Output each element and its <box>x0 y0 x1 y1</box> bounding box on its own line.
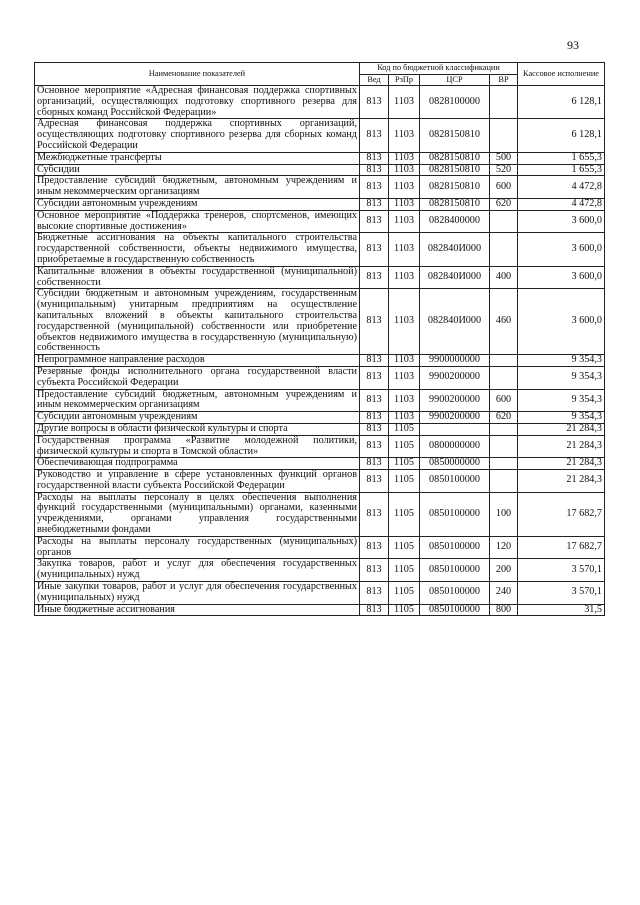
row-name-cell: Иные закупки товаров, работ и услуг для обеспечения государственных (муниципальных) нужд <box>35 582 360 605</box>
row-sum-cell: 1 655,3 <box>518 152 605 164</box>
row-rzpr-cell: 1105 <box>389 582 420 605</box>
row-rzpr-cell: 1105 <box>389 423 420 435</box>
table-row <box>35 582 605 605</box>
row-ved-cell: 813 <box>360 536 389 559</box>
row-ved-cell: 813 <box>360 176 389 199</box>
row-csr-cell: 0850000000 <box>420 458 490 470</box>
row-vr-cell: 120 <box>490 536 518 559</box>
row-ved-cell: 813 <box>360 389 389 412</box>
table-row <box>35 119 605 152</box>
row-name-cell: Расходы на выплаты персоналу в целях обеспечения выполнения функций государственными (муниципальными) органами, казенными учреждениями, органами управления государственными внебюджетными фондами <box>35 492 360 536</box>
row-sum-cell: 3 600,0 <box>518 210 605 233</box>
table-row <box>35 86 605 119</box>
row-csr-cell: 0828100000 <box>420 86 490 119</box>
row-name-cell: Субсидии бюджетным и автономным учреждениям, государственным (муниципальным) унитарным предприятиям на осуществление капитальных вложений в объекты капитального строительства государственной (муниципальной) собственности или приобретение объектов недвижимого имущества в государственную (муниципальную) собственность <box>35 289 360 355</box>
row-sum-cell: 6 128,1 <box>518 119 605 152</box>
row-name-cell: Государственная программа «Развитие молодежной политики, физической культуры и спорта в Томской области» <box>35 435 360 458</box>
table-row <box>35 233 605 266</box>
table-row <box>35 366 605 389</box>
row-vr-cell: 620 <box>490 198 518 210</box>
row-sum-cell: 9 354,3 <box>518 389 605 412</box>
table-row <box>35 604 605 616</box>
row-ved-cell: 813 <box>360 435 389 458</box>
row-vr-cell <box>490 423 518 435</box>
row-ved-cell: 813 <box>360 266 389 289</box>
row-name-cell: Непрограммное направление расходов <box>35 355 360 367</box>
row-ved-cell: 813 <box>360 604 389 616</box>
row-name-cell: Расходы на выплаты персоналу государственных (муниципальных) органов <box>35 536 360 559</box>
row-vr-cell <box>490 119 518 152</box>
row-rzpr-cell: 1105 <box>389 458 420 470</box>
row-sum-cell: 21 284,3 <box>518 435 605 458</box>
row-rzpr-cell: 1105 <box>389 470 420 493</box>
row-name-cell: Другие вопросы в области физической культуры и спорта <box>35 423 360 435</box>
row-csr-cell: 082840И000 <box>420 289 490 355</box>
row-csr-cell: 0828150810 <box>420 198 490 210</box>
table-row <box>35 412 605 424</box>
row-name-cell: Иные бюджетные ассигнования <box>35 604 360 616</box>
row-csr-cell: 0828150810 <box>420 152 490 164</box>
row-csr-cell: 0850100000 <box>420 536 490 559</box>
row-csr-cell: 082840И000 <box>420 233 490 266</box>
row-csr-cell: 0828150810 <box>420 164 490 176</box>
table-row <box>35 389 605 412</box>
row-sum-cell: 31,5 <box>518 604 605 616</box>
row-sum-cell: 21 284,3 <box>518 423 605 435</box>
row-name-cell: Резервные фонды исполнительного органа государственной власти субъекта Российской Федерации <box>35 366 360 389</box>
row-rzpr-cell: 1103 <box>389 389 420 412</box>
row-sum-cell: 4 472,8 <box>518 198 605 210</box>
header-vr: ВР <box>490 74 518 86</box>
row-csr-cell: 9900000000 <box>420 355 490 367</box>
row-vr-cell: 600 <box>490 176 518 199</box>
row-name-cell: Предоставление субсидий бюджетным, автономным учреждениям и иным некоммерческим организациям <box>35 389 360 412</box>
row-ved-cell: 813 <box>360 470 389 493</box>
row-rzpr-cell: 1103 <box>389 152 420 164</box>
row-sum-cell: 3 600,0 <box>518 266 605 289</box>
table-row <box>35 470 605 493</box>
row-sum-cell: 3 570,1 <box>518 582 605 605</box>
header-rzpr: РзПр <box>389 74 420 86</box>
table-row <box>35 210 605 233</box>
row-name-cell: Обеспечивающая подпрограмма <box>35 458 360 470</box>
row-sum-cell: 9 354,3 <box>518 366 605 389</box>
row-sum-cell: 6 128,1 <box>518 86 605 119</box>
row-vr-cell <box>490 470 518 493</box>
row-ved-cell: 813 <box>360 423 389 435</box>
row-csr-cell: 0850100000 <box>420 559 490 582</box>
table-row <box>35 536 605 559</box>
header-csr: ЦСР <box>420 74 490 86</box>
row-rzpr-cell: 1103 <box>389 176 420 199</box>
row-rzpr-cell: 1103 <box>389 355 420 367</box>
row-sum-cell: 17 682,7 <box>518 536 605 559</box>
row-ved-cell: 813 <box>360 233 389 266</box>
row-csr-cell: 0828400000 <box>420 210 490 233</box>
row-sum-cell: 3 600,0 <box>518 289 605 355</box>
row-ved-cell: 813 <box>360 289 389 355</box>
row-rzpr-cell: 1105 <box>389 435 420 458</box>
row-vr-cell <box>490 233 518 266</box>
row-csr-cell: 0800000000 <box>420 435 490 458</box>
row-sum-cell: 17 682,7 <box>518 492 605 536</box>
row-ved-cell: 813 <box>360 210 389 233</box>
table-row <box>35 458 605 470</box>
row-ved-cell: 813 <box>360 492 389 536</box>
row-csr-cell: 0850100000 <box>420 604 490 616</box>
row-csr-cell: 9900200000 <box>420 389 490 412</box>
row-vr-cell <box>490 86 518 119</box>
row-vr-cell: 240 <box>490 582 518 605</box>
header-indicator-name: Наименование показателей <box>35 63 360 86</box>
row-vr-cell <box>490 355 518 367</box>
row-vr-cell: 400 <box>490 266 518 289</box>
row-csr-cell: 9900200000 <box>420 366 490 389</box>
table-row <box>35 289 605 355</box>
header-code-group: Код по бюджетной классификации <box>360 63 518 75</box>
row-ved-cell: 813 <box>360 458 389 470</box>
row-csr-cell: 082840И000 <box>420 266 490 289</box>
row-vr-cell: 600 <box>490 389 518 412</box>
row-csr-cell: 0850100000 <box>420 582 490 605</box>
row-name-cell: Адресная финансовая поддержка спортивных организаций, осуществляющих подготовку спортивного резерва для сборных команд Российской Федерации <box>35 119 360 152</box>
row-csr-cell <box>420 423 490 435</box>
table-row <box>35 423 605 435</box>
row-name-cell: Предоставление субсидий бюджетным, автономным учреждениям и иным некоммерческим организациям <box>35 176 360 199</box>
row-rzpr-cell: 1103 <box>389 366 420 389</box>
row-csr-cell: 0850100000 <box>420 470 490 493</box>
row-name-cell: Субсидии автономным учреждениям <box>35 198 360 210</box>
row-sum-cell: 3 600,0 <box>518 233 605 266</box>
row-vr-cell <box>490 458 518 470</box>
table-row <box>35 435 605 458</box>
table-row <box>35 176 605 199</box>
row-rzpr-cell: 1105 <box>389 536 420 559</box>
row-vr-cell: 100 <box>490 492 518 536</box>
row-ved-cell: 813 <box>360 164 389 176</box>
row-name-cell: Капитальные вложения в объекты государственной (муниципальной) собственности <box>35 266 360 289</box>
row-name-cell: Руководство и управление в сфере установленных функций органов государственной власти субъекта Российской Федерации <box>35 470 360 493</box>
row-rzpr-cell: 1103 <box>389 198 420 210</box>
row-rzpr-cell: 1105 <box>389 492 420 536</box>
row-ved-cell: 813 <box>360 582 389 605</box>
row-ved-cell: 813 <box>360 86 389 119</box>
table-row <box>35 164 605 176</box>
row-rzpr-cell: 1103 <box>389 289 420 355</box>
row-csr-cell: 0828150810 <box>420 119 490 152</box>
row-name-cell: Основное мероприятие «Поддержка тренеров, спортсменов, имеющих высокие спортивные достижения» <box>35 210 360 233</box>
budget-execution-table <box>34 62 605 616</box>
table-row <box>35 355 605 367</box>
table-row <box>35 152 605 164</box>
row-vr-cell <box>490 435 518 458</box>
row-sum-cell: 9 354,3 <box>518 355 605 367</box>
row-sum-cell: 3 570,1 <box>518 559 605 582</box>
row-sum-cell: 4 472,8 <box>518 176 605 199</box>
row-ved-cell: 813 <box>360 412 389 424</box>
row-vr-cell: 520 <box>490 164 518 176</box>
row-rzpr-cell: 1103 <box>389 86 420 119</box>
row-vr-cell: 620 <box>490 412 518 424</box>
row-vr-cell: 800 <box>490 604 518 616</box>
row-vr-cell: 200 <box>490 559 518 582</box>
row-ved-cell: 813 <box>360 355 389 367</box>
row-ved-cell: 813 <box>360 559 389 582</box>
row-ved-cell: 813 <box>360 366 389 389</box>
row-ved-cell: 813 <box>360 198 389 210</box>
page-number: 93 <box>567 38 579 52</box>
row-csr-cell: 9900200000 <box>420 412 490 424</box>
table-row <box>35 266 605 289</box>
table-row <box>35 559 605 582</box>
table-body <box>35 86 605 616</box>
row-vr-cell <box>490 366 518 389</box>
row-rzpr-cell: 1105 <box>389 604 420 616</box>
row-vr-cell: 460 <box>490 289 518 355</box>
row-vr-cell: 500 <box>490 152 518 164</box>
table-row <box>35 198 605 210</box>
row-sum-cell: 1 655,3 <box>518 164 605 176</box>
row-ved-cell: 813 <box>360 152 389 164</box>
row-sum-cell: 21 284,3 <box>518 458 605 470</box>
row-csr-cell: 0828150810 <box>420 176 490 199</box>
row-rzpr-cell: 1103 <box>389 266 420 289</box>
row-rzpr-cell: 1103 <box>389 164 420 176</box>
row-ved-cell: 813 <box>360 119 389 152</box>
row-csr-cell: 0850100000 <box>420 492 490 536</box>
row-vr-cell <box>490 210 518 233</box>
row-sum-cell: 21 284,3 <box>518 470 605 493</box>
row-name-cell: Основное мероприятие «Адресная финансовая поддержка спортивных организаций, осуществляющих подготовку спортивного резерва для сборных команд Российской Федерации» <box>35 86 360 119</box>
row-rzpr-cell: 1103 <box>389 412 420 424</box>
table-row <box>35 492 605 536</box>
row-rzpr-cell: 1105 <box>389 559 420 582</box>
row-rzpr-cell: 1103 <box>389 233 420 266</box>
row-name-cell: Бюджетные ассигнования на объекты капитального строительства государственной собственности, объекты недвижимого имущества, приобретаемые в государственную собственность <box>35 233 360 266</box>
row-name-cell: Субсидии автономным учреждениям <box>35 412 360 424</box>
header-ved: Вед <box>360 74 389 86</box>
row-name-cell: Межбюджетные трансферты <box>35 152 360 164</box>
row-name-cell: Закупка товаров, работ и услуг для обеспечения государственных (муниципальных) нужд <box>35 559 360 582</box>
row-sum-cell: 9 354,3 <box>518 412 605 424</box>
row-name-cell: Субсидии <box>35 164 360 176</box>
row-rzpr-cell: 1103 <box>389 119 420 152</box>
row-rzpr-cell: 1103 <box>389 210 420 233</box>
header-cash-execution: Кассовое исполнение <box>518 63 605 86</box>
